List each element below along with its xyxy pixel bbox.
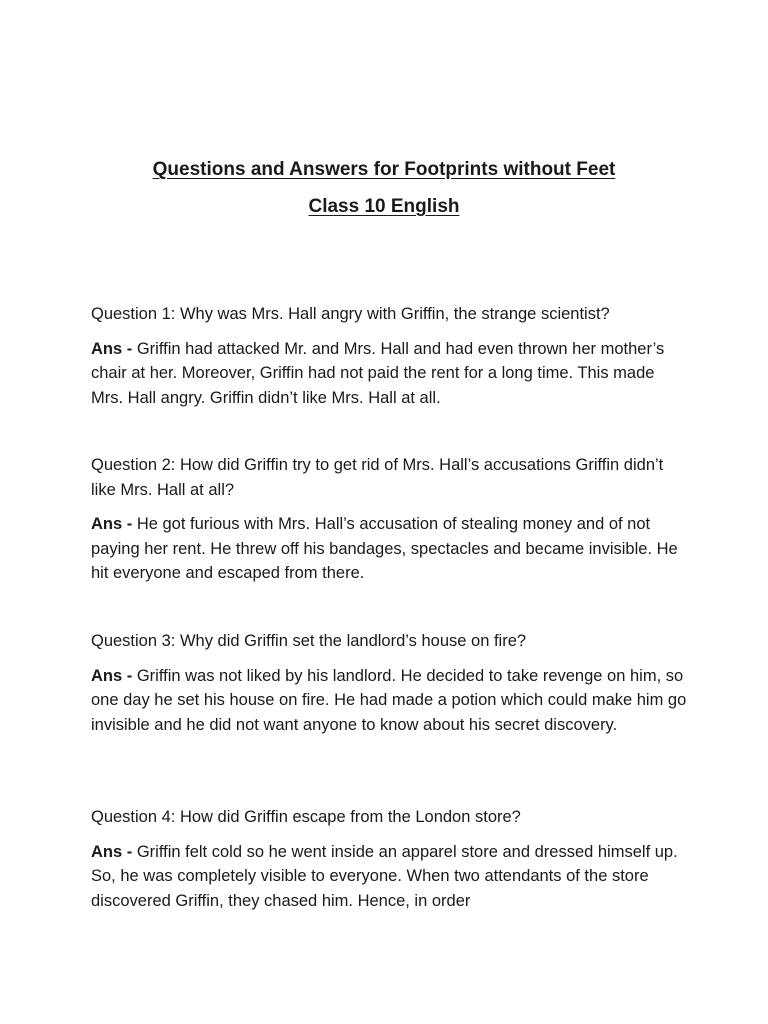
answer-text (91, 512, 691, 586)
page-subtitle: Class 10 English (308, 196, 460, 217)
question-text: Question 2: How did Griffin try to get rid of Mrs. Hall’s accusations Griffin didn’t like Mrs. Hall at all? (91, 456, 664, 499)
question-text: Question 1: Why was Mrs. Hall angry with Griffin, the strange scientist? (91, 305, 610, 323)
qa-block-2 (91, 453, 691, 586)
answer-body: Griffin was not liked by his landlord. He decided to take revenge on him, so one day he set his house on fire. He had made a potion which could make him go invisible and he did not want anyone to know about his secret discovery. (91, 666, 687, 734)
answer-text (91, 664, 691, 738)
qa-block-1 (91, 302, 691, 410)
answer-prefix: Ans - (91, 339, 133, 358)
page-title: Questions and Answers for Footprints without Feet (152, 159, 616, 180)
answer-prefix: Ans - (91, 666, 133, 685)
answer-body: Griffin had attacked Mr. and Mrs. Hall and had even thrown her mother’s chair at her. Moreover, Griffin had not paid the rent for a long time. This made Mrs. Hall angry. Griffin didn’t like Mrs. Hall at all. (91, 339, 665, 407)
answer-body: Griffin felt cold so he went inside an apparel store and dressed himself up. So, he was completely visible to everyone. When two attendants of the store discovered Griffin, they chased him. Hence, in order (91, 842, 678, 910)
qa-block-3 (91, 629, 691, 737)
answer-prefix: Ans - (91, 515, 133, 533)
question-text: Question 3: Why did Griffin set the landlord’s house on fire? (91, 632, 527, 650)
answer-prefix: Ans - (91, 842, 133, 861)
answer-text (91, 840, 691, 914)
question-text: Question 4: How did Griffin escape from the London store? (91, 808, 521, 826)
answer-body: He got furious with Mrs. Hall’s accusation of stealing money and of not paying her rent. He threw off his bandages, spectacles and became invisible. He hit everyone and escaped from there. (91, 515, 678, 582)
qa-block-4 (91, 805, 691, 913)
answer-text (91, 337, 691, 411)
